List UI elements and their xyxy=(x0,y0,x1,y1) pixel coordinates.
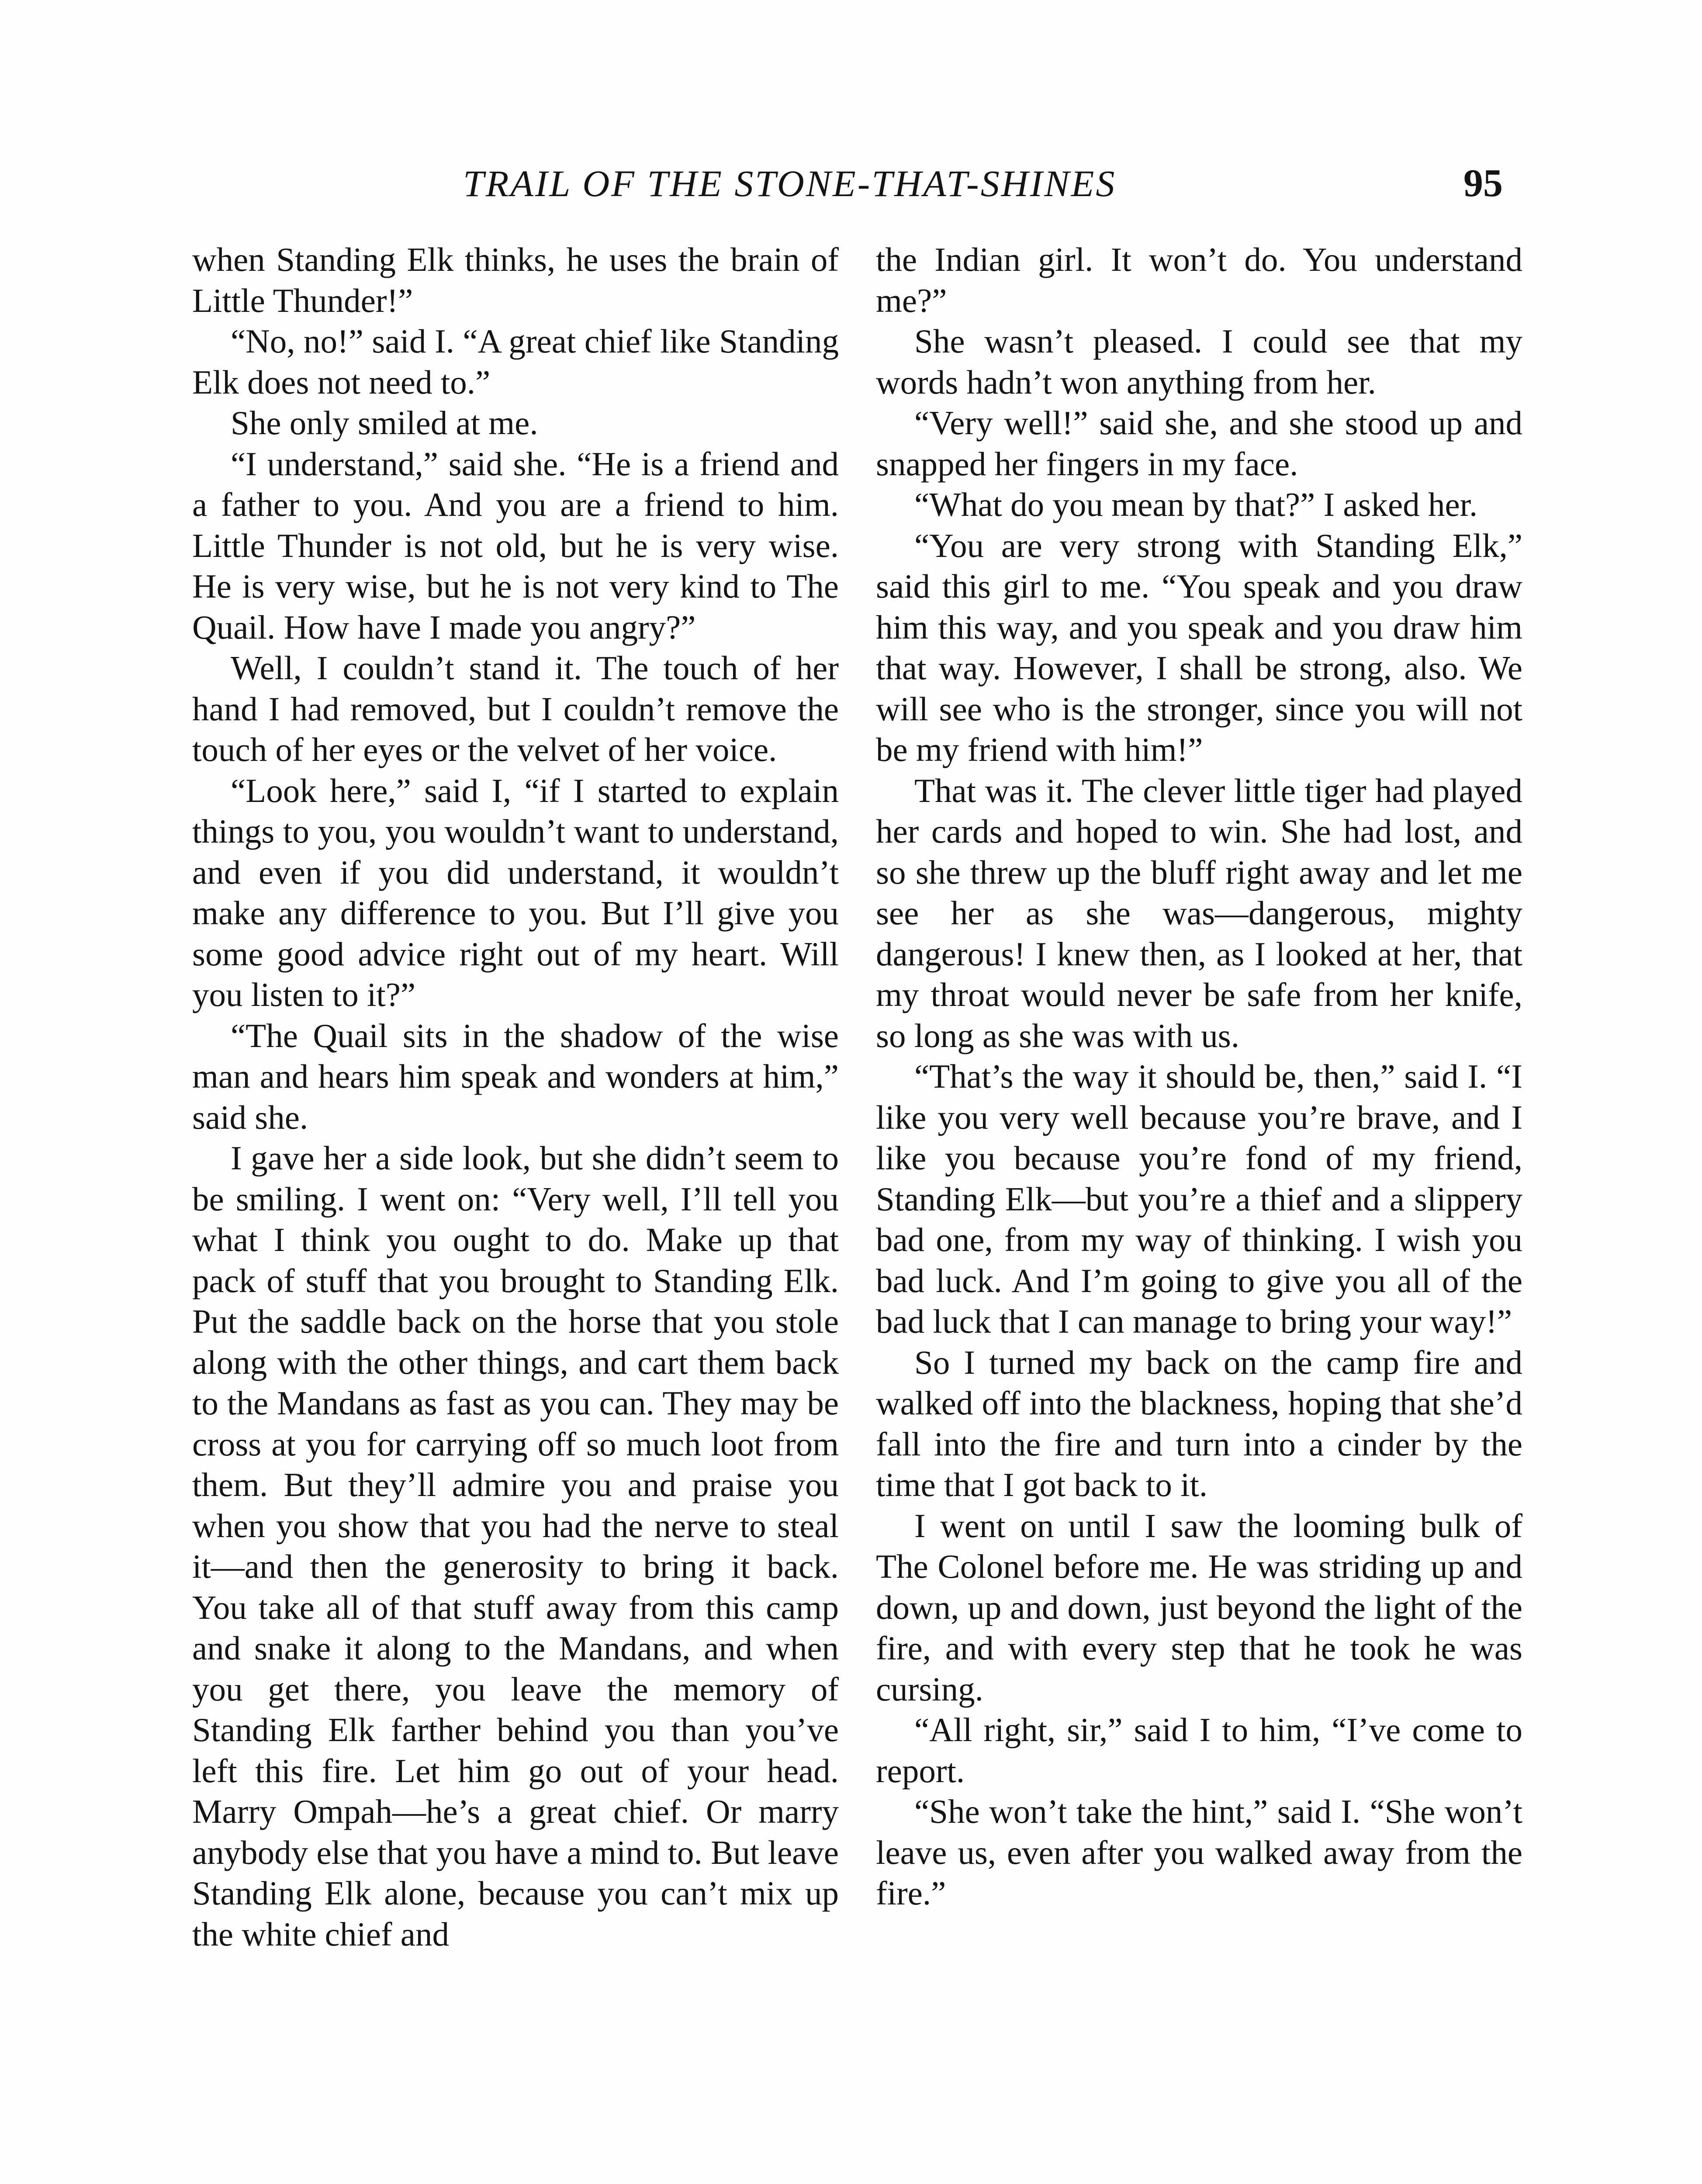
page-number: 95 xyxy=(1463,162,1503,205)
paragraph: That was it. The clever little tiger had played her cards and hoped to win. She had lost, and so she threw up the bluff right away and let me see her as she was—dangerous, mighty dangerous! I knew then, as I looked at her, that my throat would never be safe from her knife, so long as she was with us. xyxy=(876,771,1522,1054)
page-header xyxy=(192,159,1503,212)
paragraph: “That’s the way it should be, then,” said I. “I like you very well because you’re brave, and I like you because you’re fond of my friend, Standing Elk—but you’re a thief and a slippery bad one, from my way of thinking. I wish you bad luck. And I’m going to give you all of the bad luck that I can manage to bring your way!” xyxy=(876,1057,1522,1340)
paragraph: Well, I couldn’t stand it. The touch of her hand I had removed, but I couldn’t remove the touch of her eyes or the velvet of her voice. xyxy=(192,649,839,768)
paragraph: I gave her a side look, but she didn’t seem to be smiling. I went on: “Very well, I’ll tell you what I think you ought to do. Make up that pack of stuff that you brought to Standing Elk. Put the saddle back on the horse that you stole along with the other things, and cart them back to the Mandans as fast as you can. They may be cross at you for carrying off so much loot from them. But they’ll admire you and praise you when you show that you had the nerve to steal it—and then the generosity to bring it back. You take all of that stuff away from this camp and snake it along to the Mandans, and when you get there, you leave the memory of Standing Elk farther behind you than you’ve left this fire. Let him go out of your head. Marry Ompah—he’s a great chief. Or marry anybody else that you have a mind to. But leave Standing Elk alone, because you can’t mix up the white chief and xyxy=(192,1139,839,1953)
paragraph: So I turned my back on the camp fire and walked off into the blackness, hoping that she’d fall into the fire and turn into a cinder by the time that I got back to it. xyxy=(876,1343,1522,1503)
paragraph: “She won’t take the hint,” said I. “She won’t leave us, even after you walked away from the fire.” xyxy=(876,1793,1522,1912)
paragraph: “You are very strong with Standing Elk,” said this girl to me. “You speak and you draw him this way, and you speak and you draw him that way. However, I shall be strong, also. We will see who is the stronger, since you will not be my friend with him!” xyxy=(876,526,1522,768)
paragraph: “I understand,” said she. “He is a friend and a father to you. And you are a friend to him. Little Thunder is not old, but he is very wise. He is very wise, but he is not very kind to The Quail. How have I made you angry?” xyxy=(192,445,839,646)
paragraph: “No, no!” said I. “A great chief like Standing Elk does not need to.” xyxy=(192,322,839,401)
paragraph: “All right, sir,” said I to him, “I’ve come to report. xyxy=(876,1711,1522,1790)
right-column xyxy=(876,239,1522,2184)
paragraph: “What do you mean by that?” I asked her. xyxy=(914,486,1478,523)
paragraph: She wasn’t pleased. I could see that my words hadn’t won anything from her. xyxy=(876,322,1522,401)
paragraph: the Indian girl. It won’t do. You understand me?” xyxy=(876,241,1522,319)
paragraph: when Standing Elk thinks, he uses the brain of Little Thunder!” xyxy=(192,241,839,319)
running-title: TRAIL OF THE STONE-THAT-SHINES xyxy=(463,162,1117,204)
paragraph: “Very well!” said she, and she stood up and snapped her fingers in my face. xyxy=(876,404,1522,483)
paragraph: She only smiled at me. xyxy=(231,404,538,442)
left-column xyxy=(192,239,839,2184)
paragraph: I went on until I saw the looming bulk of The Colonel before me. He was striding up and down, up and down, just beyond the light of the fire, and with every step that he took he was cursing. xyxy=(876,1507,1522,1708)
paragraph: “Look here,” said I, “if I started to explain things to you, you wouldn’t want to understand, and even if you did understand, it wouldn’t make any difference to you. But I’ll give you some good advice right out of my heart. Will you listen to it?” xyxy=(192,771,839,1013)
paragraph: “The Quail sits in the shadow of the wise man and hears him speak and wonders at him,” said she. xyxy=(192,1016,839,1136)
